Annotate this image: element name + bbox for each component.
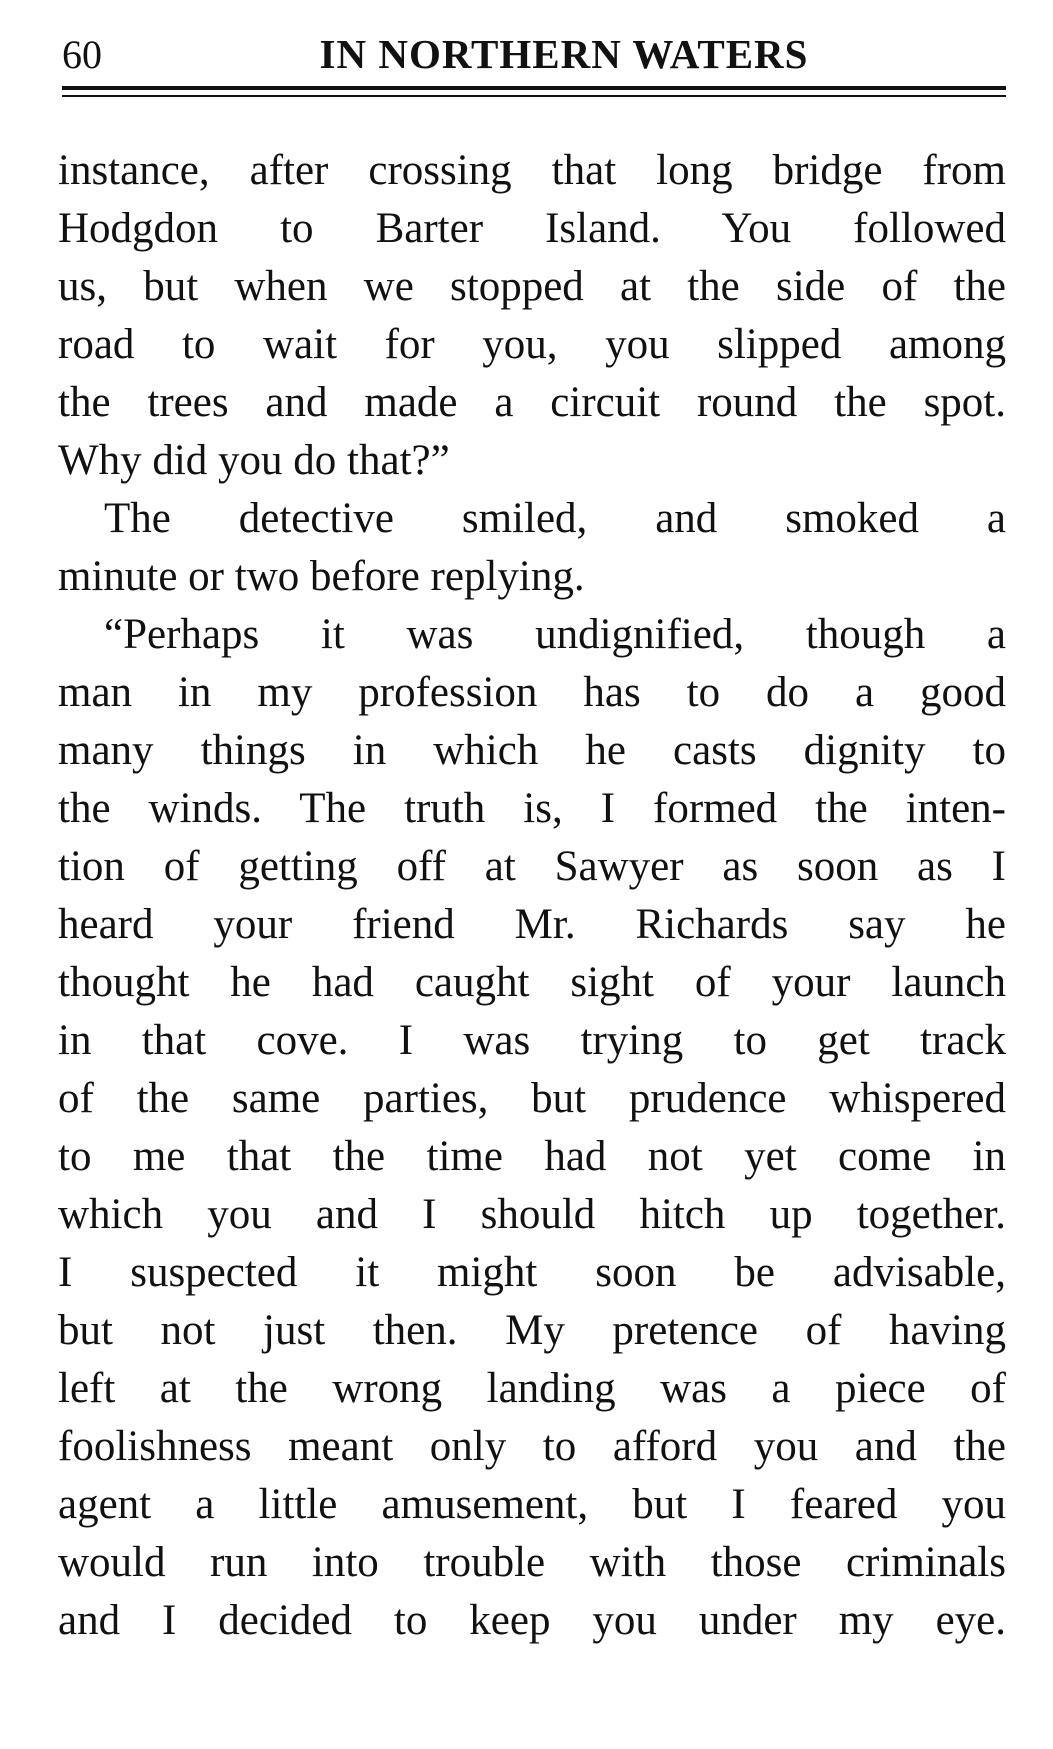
- text-line: “Perhaps it was undignified, though a: [104, 611, 1006, 658]
- page-number: 60: [62, 32, 102, 77]
- text-line: of the same parties, but prudence whispered: [58, 1075, 1006, 1122]
- text-line: minute or two before replying.: [58, 553, 585, 600]
- text-line: tion of getting off at Sawyer as soon as I: [58, 843, 1006, 890]
- body-text: [58, 142, 1006, 1650]
- text-line: which you and I should hitch up together.: [58, 1191, 1006, 1238]
- text-line: the winds. The truth is, I formed the inten-: [58, 785, 1006, 832]
- header-rule-thick: [62, 86, 1006, 90]
- text-line: in that cove. I was trying to get track: [58, 1017, 1006, 1064]
- text-line: left at the wrong landing was a piece of: [58, 1365, 1006, 1412]
- header-rule-thin: [62, 95, 1006, 97]
- text-line: to me that the time had not yet come in: [58, 1133, 1006, 1180]
- text-line: thought he had caught sight of your launch: [58, 959, 1006, 1006]
- text-line: I suspected it might soon be advisable,: [58, 1249, 1006, 1296]
- text-line: man in my profession has to do a good: [58, 669, 1006, 716]
- text-line: us, but when we stopped at the side of the: [58, 263, 1006, 310]
- text-line: instance, after crossing that long bridge from: [58, 147, 1006, 194]
- text-line: road to wait for you, you slipped among: [58, 321, 1006, 368]
- text-line: Why did you do that?”: [58, 437, 450, 484]
- text-line: agent a little amusement, but I feared you: [58, 1481, 1006, 1528]
- text-line: the trees and made a circuit round the spot.: [58, 379, 1006, 426]
- text-line: would run into trouble with those criminals: [58, 1539, 1006, 1586]
- text-line: and I decided to keep you under my eye.: [58, 1597, 1006, 1644]
- text-line: The detective smiled, and smoked a: [104, 495, 1006, 542]
- text-line: but not just then. My pretence of having: [58, 1307, 1006, 1354]
- text-line: foolishness meant only to afford you and the: [58, 1423, 1006, 1470]
- page-header: [60, 20, 1008, 80]
- text-line: Hodgdon to Barter Island. You followed: [58, 205, 1006, 252]
- running-title: IN NORTHERN WATERS: [319, 31, 809, 77]
- text-line: many things in which he casts dignity to: [58, 727, 1006, 774]
- text-line: heard your friend Mr. Richards say he: [58, 901, 1006, 948]
